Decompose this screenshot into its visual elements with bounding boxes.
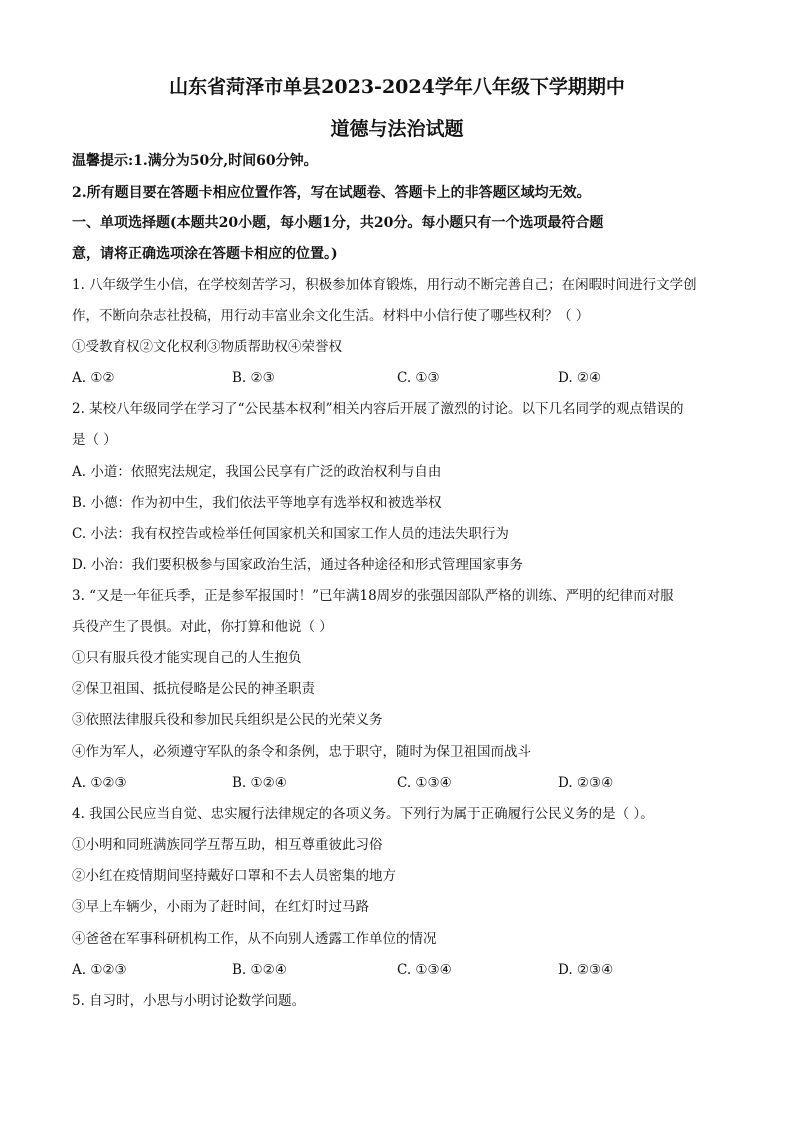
question-4-item-1: ①小明和同班满族同学互帮互助，相互尊重彼此习俗 bbox=[72, 837, 383, 853]
question-4-item-3: ③早上车辆少，小雨为了赶时间，在红灯时过马路 bbox=[72, 899, 369, 915]
question-1-stem-line-2: 作，不断向杂志社投稿，用行动丰富业余文化生活。材料中小信行使了哪些权利？（ ） bbox=[72, 308, 590, 324]
question-3-option-b[interactable]: B. ①②④ bbox=[232, 775, 287, 791]
question-4-item-4: ④爸爸在军事科研机构工作，从不向别人透露工作单位的情况 bbox=[72, 931, 437, 947]
question-2-option-a[interactable]: A. 小道：依照宪法规定，我国公民享有广泛的政治权利与自由 bbox=[72, 464, 442, 480]
instruction-line-1: 温馨提示:1.满分为50分,时间60分钟。 bbox=[72, 153, 318, 169]
question-1-items: ①受教育权②文化权利③物质帮助权④荣誉权 bbox=[72, 339, 342, 355]
section-heading-line-2: 意，请将正确选项涂在答题卡相应的位置。) bbox=[72, 246, 338, 262]
question-3-option-a[interactable]: A. ①②③ bbox=[72, 775, 127, 791]
exam-title: 山东省菏泽市单县2023-2024学年八年级下学期期中 bbox=[169, 76, 625, 98]
question-4-options bbox=[72, 961, 732, 979]
question-1-option-b[interactable]: B. ②③ bbox=[232, 370, 275, 386]
exam-subtitle: 道德与法治试题 bbox=[330, 118, 464, 140]
question-3-stem-line-1: 3. “又是一年征兵季，正是参军报国时！”已年满18周岁的张强因部队严格的训练、严明的纪律而对服 bbox=[72, 588, 674, 604]
question-3-option-d[interactable]: D. ②③④ bbox=[558, 775, 614, 791]
question-2-stem-line-2: 是（ ） bbox=[72, 432, 117, 448]
section-heading-line-1: 一、单项选择题(本题共20小题，每小题1分，共20分。每小题只有一个选项最符合题 bbox=[72, 215, 604, 231]
question-1-option-a[interactable]: A. ①② bbox=[72, 370, 115, 386]
question-4-option-c[interactable]: C. ①③④ bbox=[397, 962, 452, 978]
question-2-stem-line-1: 2. 某校八年级同学在学习了“公民基本权利”相关内容后开展了激烈的讨论。以下几名同学的观点错误的 bbox=[72, 401, 684, 417]
question-1-options bbox=[72, 369, 732, 387]
question-2-option-d[interactable]: D. 小治：我们要积极参与国家政治生活，通过各种途径和形式管理国家事务 bbox=[72, 557, 523, 573]
question-3-item-4: ④作为军人，必须遵守军队的条令和条例，忠于职守，随时为保卫祖国而战斗 bbox=[72, 744, 531, 760]
question-3-item-1: ①只有服兵役才能实现自己的人生抱负 bbox=[72, 650, 302, 666]
question-4-option-a[interactable]: A. ①②③ bbox=[72, 962, 127, 978]
question-3-options bbox=[72, 774, 732, 792]
question-4-item-2: ②小红在疫情期间坚持戴好口罩和不去人员密集的地方 bbox=[72, 868, 396, 884]
question-3-stem-line-2: 兵役产生了畏惧。对此，你打算和他说（ ） bbox=[72, 619, 333, 635]
question-1-stem-line-1: 1. 八年级学生小信，在学校刻苦学习，积极参加体育锻炼，用行动不断完善自己；在闲暇时间进行文学创 bbox=[72, 277, 697, 293]
question-3-item-3: ③依照法律服兵役和参加民兵组织是公民的光荣义务 bbox=[72, 712, 383, 728]
question-2-option-c[interactable]: C. 小法：我有权控告或检举任何国家机关和国家工作人员的违法失职行为 bbox=[72, 526, 509, 542]
instruction-line-2: 2.所有题目要在答题卡相应位置作答，写在试题卷、答题卡上的非答题区域均无效。 bbox=[72, 185, 591, 201]
question-5-stem-line-1: 5. 自习时，小思与小明讨论数学问题。 bbox=[72, 993, 306, 1009]
question-3-item-2: ②保卫祖国、抵抗侵略是公民的神圣职责 bbox=[72, 681, 315, 697]
question-4-option-b[interactable]: B. ①②④ bbox=[232, 962, 287, 978]
question-1-option-d[interactable]: D. ②④ bbox=[558, 370, 602, 386]
question-4-stem-line-1: 4. 我国公民应当自觉、忠实履行法律规定的各项义务。下列行为属于正确履行公民义务的是（ ）。 bbox=[72, 806, 654, 822]
question-3-option-c[interactable]: C. ①③④ bbox=[397, 775, 452, 791]
question-2-option-b[interactable]: B. 小德：作为初中生，我们依法平等地享有选举权和被选举权 bbox=[72, 495, 442, 511]
question-1-option-c[interactable]: C. ①③ bbox=[397, 370, 440, 386]
question-4-option-d[interactable]: D. ②③④ bbox=[558, 962, 614, 978]
